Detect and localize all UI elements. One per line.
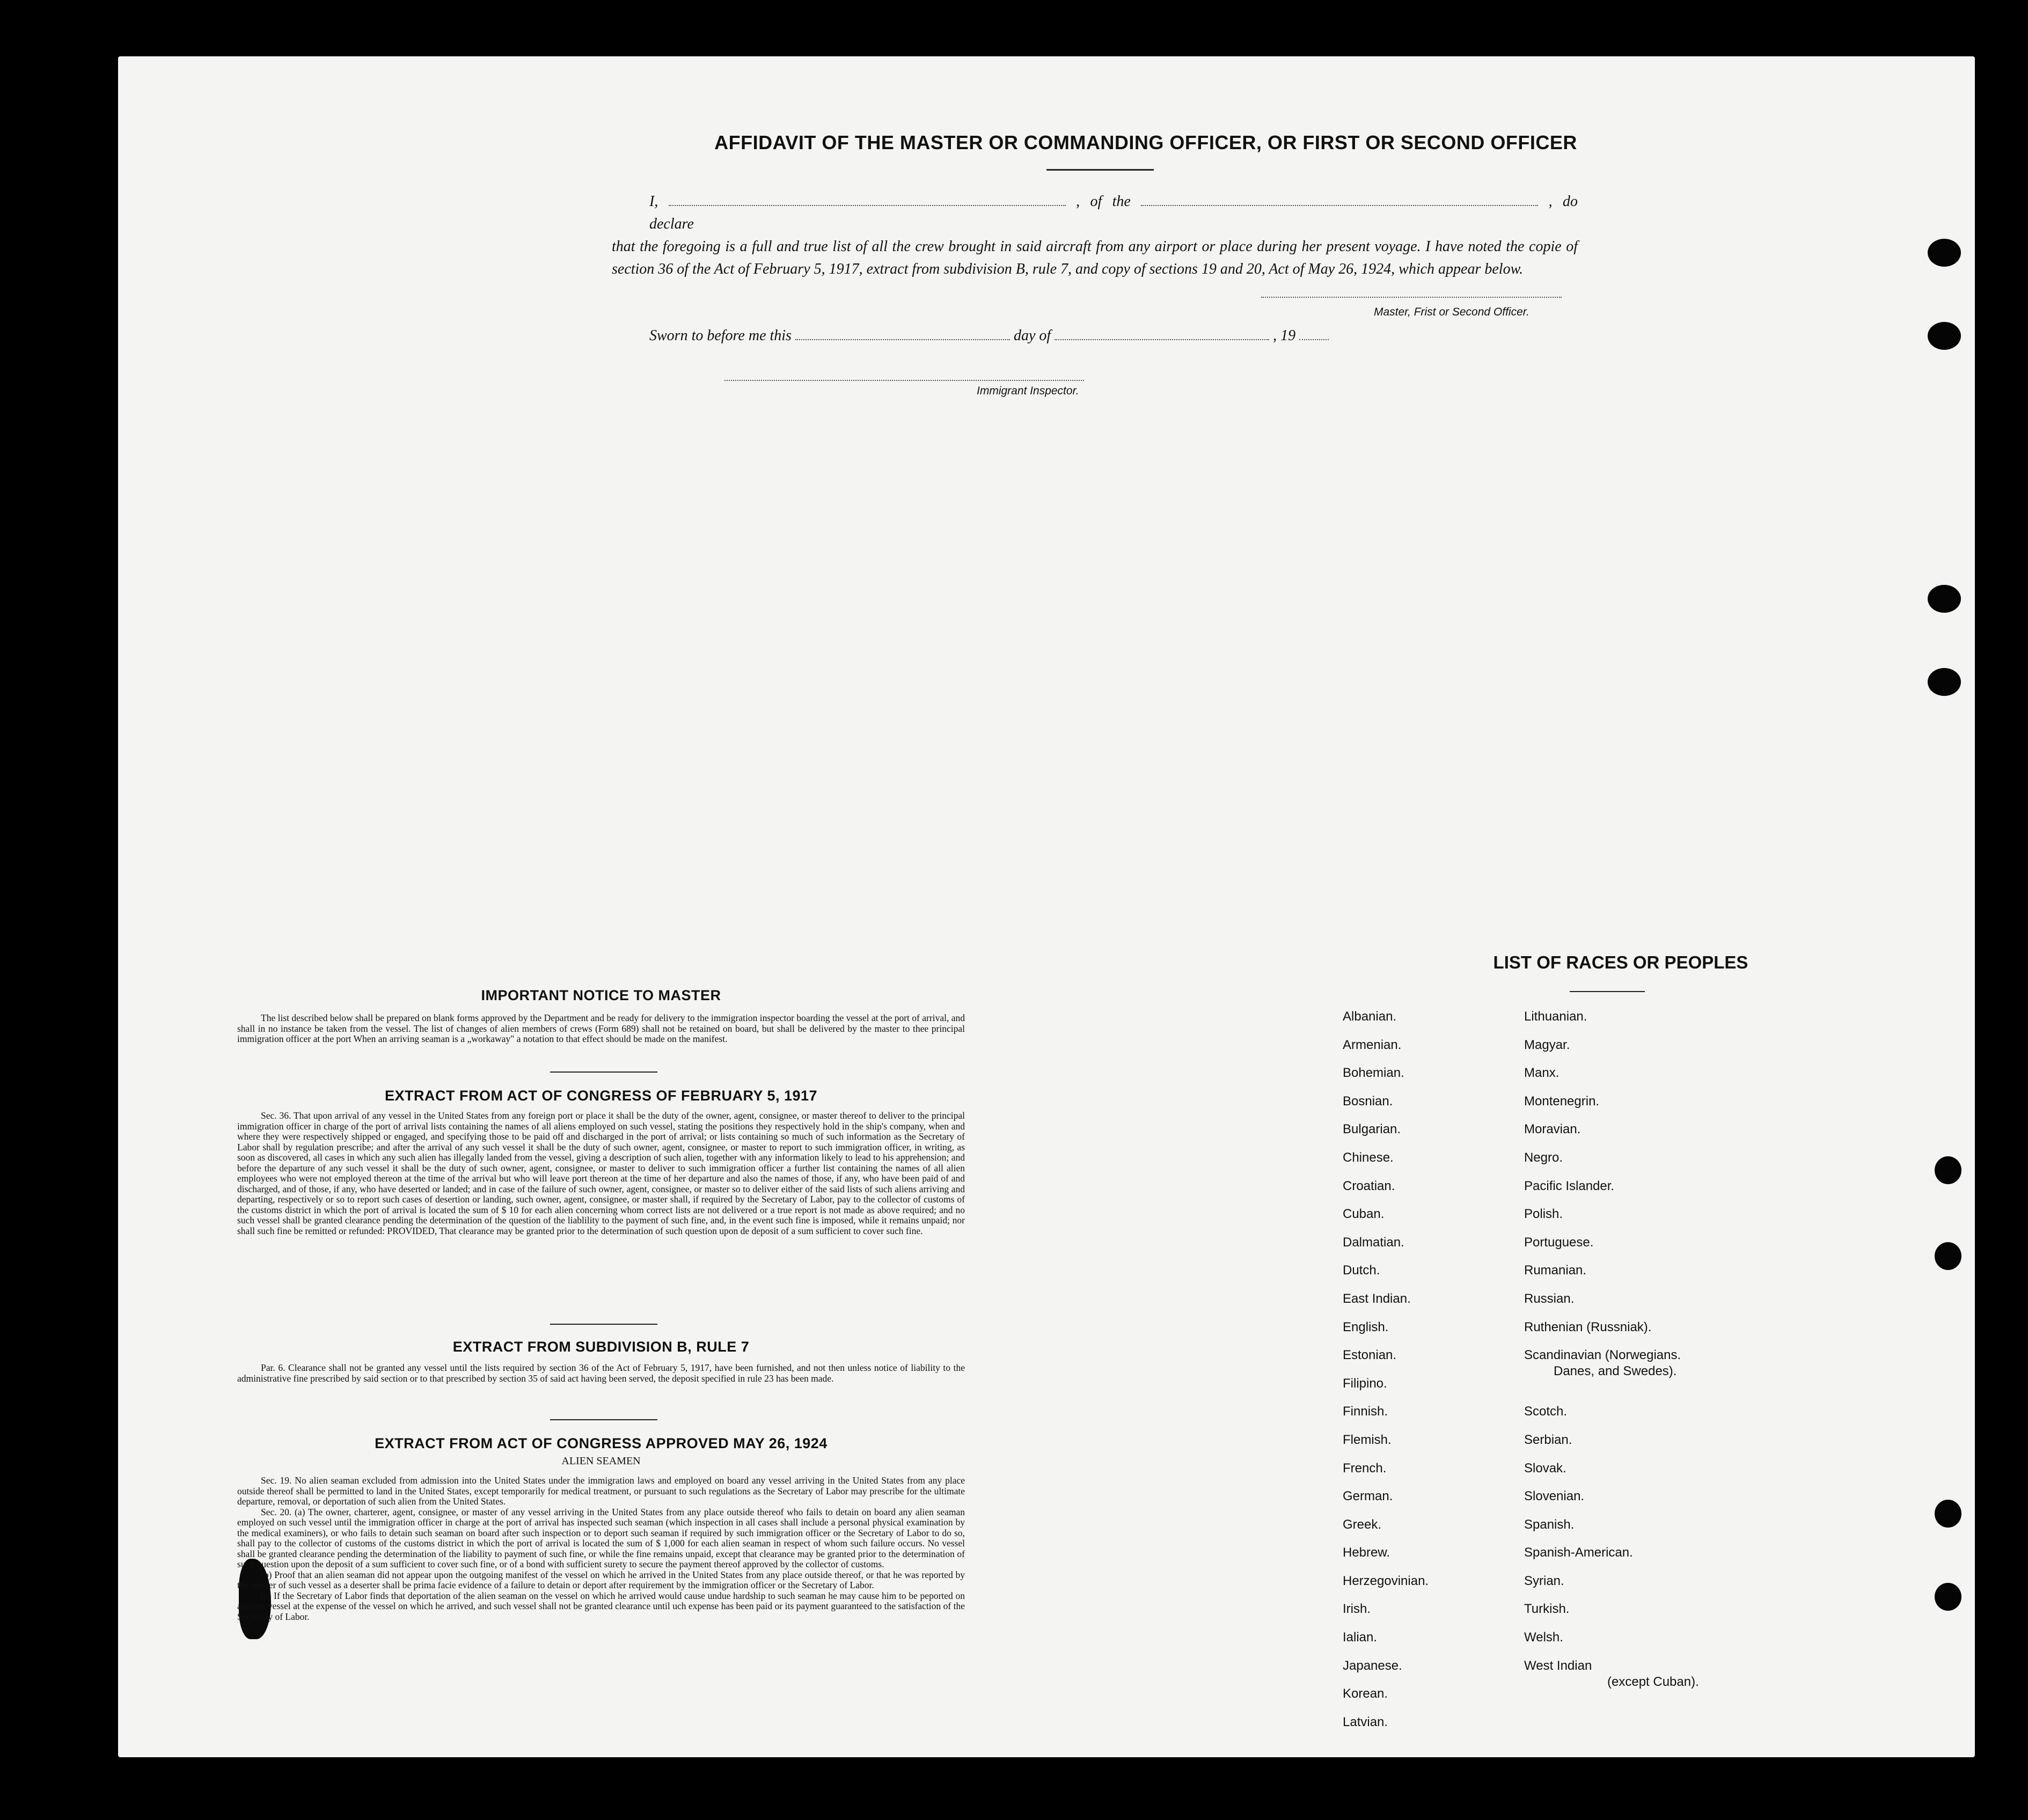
- race-item: Rumanian.: [1524, 1263, 1587, 1278]
- extract-1917-body: [237, 1111, 965, 1236]
- punch-hole: [1935, 1500, 1961, 1528]
- race-item: Welsh.: [1524, 1630, 1563, 1645]
- races-column-2: [1524, 1009, 1699, 1701]
- race-item: West Indian: [1524, 1658, 1592, 1673]
- affidavit-declaration: [612, 190, 1578, 281]
- race-item: Spanish-American.: [1524, 1545, 1633, 1560]
- race-item: French.: [1343, 1461, 1387, 1476]
- punch-hole: [1935, 1583, 1961, 1611]
- extract-1917-title: EXTRACT FROM ACT OF CONGRESS OF FEBRUARY 5, 1917: [384, 1088, 818, 1104]
- extract-1924-body: [237, 1476, 965, 1622]
- subdivision-b-body: [237, 1363, 965, 1384]
- race-item: Bulgarian.: [1343, 1122, 1401, 1137]
- race-item: Croatian.: [1343, 1178, 1395, 1193]
- race-item: Cuban.: [1343, 1207, 1385, 1222]
- race-item: Spanish.: [1524, 1517, 1575, 1532]
- vessel-name-field[interactable]: [1141, 205, 1538, 206]
- section-rule: [550, 1324, 657, 1325]
- section-36-paragraph: Sec. 36. That upon arrival of any vessel in the United States from any foreign port or place it shall be the duty of the owner, agent, consignee, or master thereof to deliver to the principal immigration officer in charge of the port of arrival lists containing the names of all aliens employed on such vessel, stating the positions they respectively hold in the ship's company, when and where they were respectively shipped or engaged, and specifying those to be paid off and discharged in the port of arrival; or lists containing so much of such information as the Secretary of Labor shall by regulation prescribe; and after the arrival of any such vessel it shall be the duty of such owner, agent, consignee, or master to report to such immigration officer, in writing, as soon as discovered, all cases in which any such alien has illegally landed from the vessel, giving a description of such alien, together with any information likely to lead to his apprehension; and before the departure of any such vessel it shall be the duty of such owner, agent, consignee, or master to deliver to such immigration officer a further list containing the names of all alien employees who were not employed thereon at the time of the arrival but who will leave port thereon at the time of her departure and also the names of those, if any, who have been paid of and discharged, and of those, if any, who have deserted or landed; and in case of the failure of such owner, agent, consignee, or master so to deliver either of the said lists of such aliens arriving and departing, respectively or so to report such cases of desertion or landing, such owner, agent, consignee, or master shall, if required by the Secretary of Labor, pay to the collector of customs of the customs district in which the port of arrival is located the sum of $ 10 for each alien concerning whom correct lists are not delivered or a true report is not made as above required; and no such vessel shall be granted clearance pending the determination of the question of the liablility to the payment of such fine, and, in the event such fine is imposed, while it remains unpaid; nor shall such fine be remitted or refunded: PROVIDED, That clearance may be granted prior to the determination of such question upon de deposit of a sum sufficient to cover such fine.: [237, 1110, 965, 1236]
- subdivision-b-title: EXTRACT FROM SUBDIVISION B, RULE 7: [452, 1339, 750, 1355]
- race-item: Scandinavian (Norwegians.: [1524, 1348, 1681, 1363]
- race-item: Irish.: [1343, 1602, 1371, 1617]
- sworn-day-label: day of: [1013, 327, 1051, 344]
- document-page: [118, 56, 1975, 1757]
- race-item: Magyar.: [1524, 1037, 1570, 1052]
- race-item: Russian.: [1524, 1291, 1575, 1306]
- punch-hole: [1935, 1156, 1961, 1184]
- notice-title: IMPORTANT NOTICE TO MASTER: [481, 987, 721, 1003]
- declarant-name-field[interactable]: [669, 205, 1066, 206]
- master-signature-line[interactable]: [1261, 297, 1562, 298]
- sworn-year-label: , 19: [1273, 327, 1296, 344]
- sec-20b-paragraph: (b) Proof that an alien seaman did not appear upon the outgoing manifest of the vessel on which he arrived in the United States from any place outside thereof, or that he was reported by the master of such vessel as a deserter shall be prima facie evidence of a failure to detain or deport after requirement by the immigration officer or the Secretary of Labor.: [237, 1569, 965, 1590]
- race-item: Estonian.: [1343, 1348, 1397, 1363]
- affidavit-body: that the foregoing is a full and true list of all the crew brought in said aircraft from any airport or place during her present voyage. I have noted the copie of section 36 of the Act of February 5, 1917, extract from subdivision B, rule 7, and copy of sections 19 and 20, Act of May 26, 1924, which appear below.: [612, 238, 1578, 277]
- do-declare-label: , do declare: [649, 193, 1578, 232]
- race-item: Japanese.: [1343, 1658, 1402, 1673]
- race-item: Dutch.: [1343, 1263, 1380, 1278]
- race-item: English.: [1343, 1319, 1389, 1334]
- race-item: Manx.: [1524, 1066, 1560, 1081]
- par-6-paragraph: Par. 6. Clearance shall not be granted any vessel until the lists required by section 36 of the Act of February 5, 1917, have been furnished, and not then unless notice of liability to the administrative fine prescribed by said section or to that prescribed by section 35 of said act having been served, the deposit specified in rule 23 has been made.: [237, 1362, 965, 1384]
- race-item: Slovak.: [1524, 1461, 1566, 1476]
- affidavit-title: AFFIDAVIT OF THE MASTER OR COMMANDING OFFICER, OR FIRST OR SECOND OFFICER: [714, 131, 1577, 153]
- race-item: Korean.: [1343, 1686, 1388, 1701]
- race-item: Moravian.: [1524, 1122, 1581, 1137]
- extract-1924-title: EXTRACT FROM ACT OF CONGRESS APPROVED MAY 26, 1924: [375, 1435, 828, 1451]
- race-item: Portuguese.: [1524, 1235, 1594, 1250]
- race-item: Chinese.: [1343, 1150, 1394, 1165]
- races-list-title: LIST OF RACES OR PEOPLES: [1493, 952, 1748, 972]
- race-item: Montenegrin.: [1524, 1094, 1600, 1109]
- race-item: Polish.: [1524, 1207, 1563, 1222]
- race-item: Syrian.: [1524, 1573, 1564, 1588]
- punch-hole: [1928, 322, 1961, 350]
- punch-hole: [1928, 239, 1961, 267]
- sworn-line: [649, 327, 1329, 344]
- race-item: Albanian.: [1343, 1009, 1397, 1024]
- list-title-rule: [1570, 991, 1645, 992]
- race-item: Scotch.: [1524, 1404, 1568, 1419]
- race-item: Flemish.: [1343, 1432, 1392, 1447]
- race-item-multiline: [1524, 1658, 1699, 1701]
- race-item: Serbian.: [1524, 1432, 1572, 1447]
- sec-20a-paragraph: Sec. 20. (a) The owner, charterer, agent, consignee, or master of any vessel arriving in the United States from any place outside thereof who fails to detain on board any alien seaman employed on such vessel until the immigration officer in charge at the port of arrival has inspected such seaman (which inspection in all cases shall include a personal physical examination by the medical examiners), or who fails to detain such seaman on board after such inspection or to deport such seaman if required by such immigration officer or the Secretary of Labor to do so, shall pay to the collector of customs of the customs district in which the port of arrival is located the sum of $ 1,000 for each alien seaman in respect of whom such failure occurs. No vessel shall be granted clearance pending the determination of the liability to payment of such fine, or while the fine remains unpaid, except that clearance may be granted prior to the determination of such question upon the deposit of a sum sufficient to cover such fine, or of a bond with sufficient surety to secure the payment thereof approved by the collector of customs.: [237, 1506, 965, 1569]
- of-the-label: , of the: [1076, 193, 1131, 210]
- inspector-signature-line[interactable]: [724, 380, 1084, 381]
- race-item: Negro.: [1524, 1150, 1563, 1165]
- race-item: Turkish.: [1524, 1602, 1570, 1617]
- race-item: German.: [1343, 1489, 1393, 1504]
- race-item: East Indian.: [1343, 1291, 1411, 1306]
- race-item: Finnish.: [1343, 1404, 1388, 1419]
- section-rule: [550, 1072, 657, 1073]
- race-item: Filipino.: [1343, 1376, 1387, 1391]
- notice-paragraph: The list described below shall be prepared on blank forms approved by the Department and be ready for delivery to the immigration inspector boarding the vessel at the port of arrival, and shall in no instance be taken from the vessel. The list of changes of alien members of crews (Form 689) shall not be retained on board, but shall be delivered by the master to thee principal immigration officer at the port When an arriving seaman is a „workaway" a notation to that effect should be made on the manifest.: [237, 1012, 965, 1044]
- sec-19-paragraph: Sec. 19. No alien seaman excluded from admission into the United States under the immigration laws and employed on board any vessel arriving in the United States from any place outside thereof shall be permitted to land in the United States, except temporarily for medical treatment, or pursuant to such regulations as the Secretary of Labor may prescribe for the ultimate departure, removal, or deportation of such alien from the United States.: [237, 1475, 965, 1507]
- alien-seamen-subtitle: ALIEN SEAMEN: [561, 1455, 641, 1467]
- punch-hole: [1928, 585, 1961, 613]
- race-item: Dalmatian.: [1343, 1235, 1404, 1250]
- race-item: Slovenian.: [1524, 1489, 1585, 1504]
- race-item: Latvian.: [1343, 1714, 1388, 1729]
- race-item: Hebrew.: [1343, 1545, 1390, 1560]
- inspector-signature-label: Immigrant Inspector.: [977, 385, 1079, 397]
- race-item: Bosnian.: [1343, 1094, 1393, 1109]
- sworn-year-field[interactable]: [1299, 339, 1329, 340]
- race-item: Lithuanian.: [1524, 1009, 1587, 1024]
- title-rule: [1046, 169, 1154, 171]
- sworn-prefix: Sworn to before me this: [649, 327, 792, 344]
- notice-body: [237, 1013, 965, 1045]
- race-item: Pacific Islander.: [1524, 1178, 1615, 1193]
- race-item: Armenian.: [1343, 1037, 1402, 1052]
- race-item-multiline: [1524, 1347, 1699, 1404]
- section-rule: [550, 1419, 657, 1420]
- race-item: Ialian.: [1343, 1630, 1378, 1645]
- affidavit-line1: [612, 190, 1578, 236]
- sworn-month-field[interactable]: [1055, 339, 1269, 340]
- master-signature-label: Master, Frist or Second Officer.: [1374, 306, 1529, 318]
- sec-20c-paragraph: (c) If the Secretary of Labor finds that deportation of the alien seaman on the vessel on which he arrived would cause undue hardship to such seaman he may cause him to be peported on another vessel at the expense of the vessel on which he arrived, and such vessel shall not be granted clearance until uch expense has been paid or its payment guaranteed to the satisfaction of the Secretary of Labor.: [237, 1590, 965, 1622]
- race-item: Bohemian.: [1343, 1066, 1404, 1081]
- declarant-label: I,: [649, 193, 658, 210]
- race-item-continuation: Danes, and Swedes).: [1554, 1364, 1677, 1379]
- punch-hole: [1928, 668, 1961, 696]
- races-column-1: [1343, 1009, 1429, 1742]
- race-item: Ruthenian (Russniak).: [1524, 1319, 1652, 1334]
- punch-hole: [1935, 1242, 1961, 1270]
- race-item: Greek.: [1343, 1517, 1382, 1532]
- sworn-date-field[interactable]: [795, 339, 1010, 340]
- race-item-continuation: (except Cuban).: [1607, 1674, 1699, 1689]
- race-item: Herzegovinian.: [1343, 1573, 1429, 1588]
